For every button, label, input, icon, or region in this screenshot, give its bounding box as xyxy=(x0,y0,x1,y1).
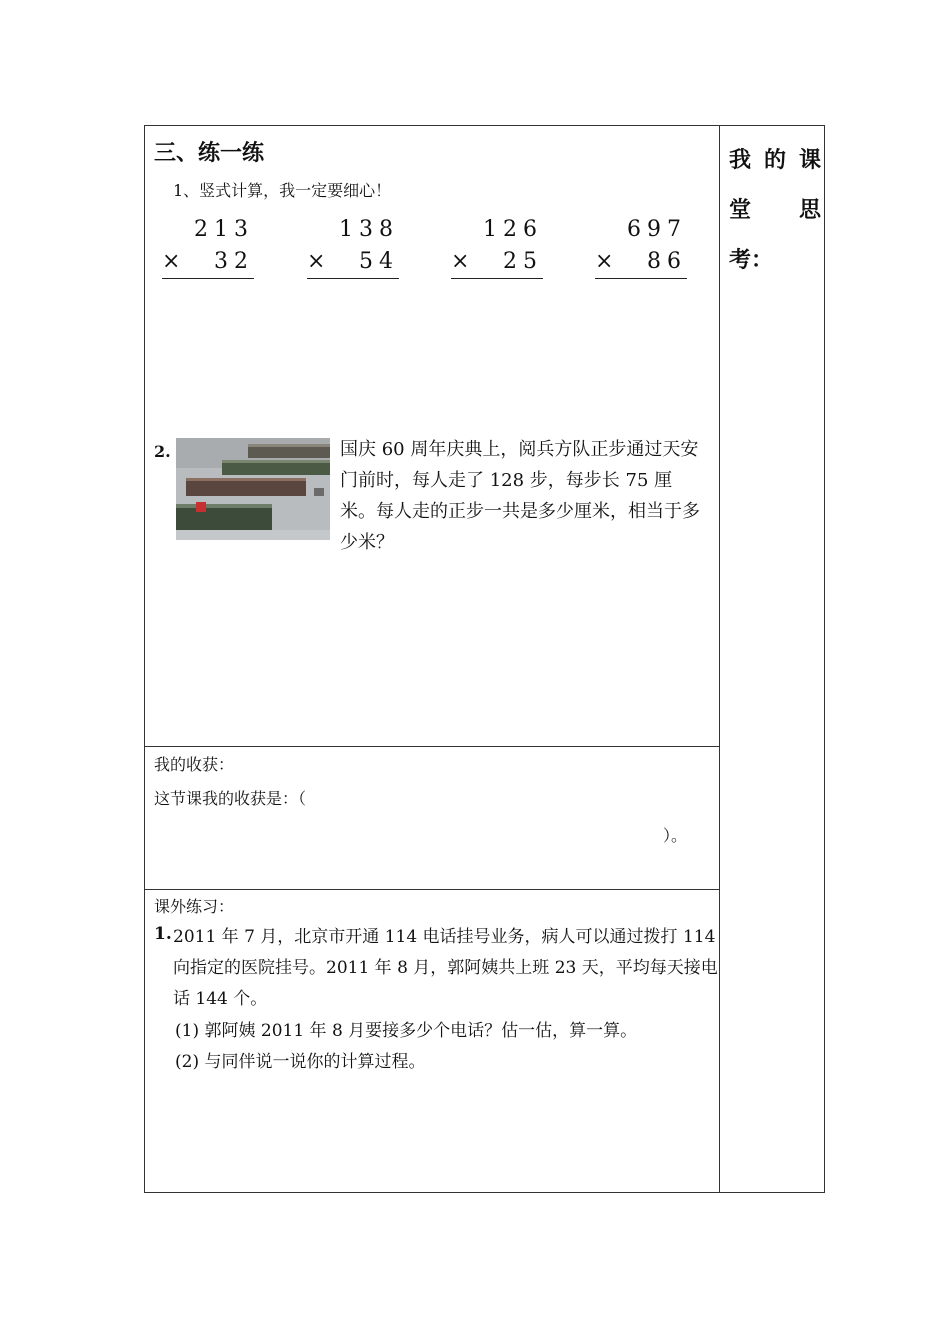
reflection-char: 课 xyxy=(798,148,821,173)
reflection-char: 我 xyxy=(729,148,752,173)
harvest-title: 我的收获： xyxy=(154,755,235,774)
calc-top: 126 xyxy=(483,217,543,242)
reflection-char: 堂 xyxy=(729,198,752,223)
calc-multiplier: 86 xyxy=(647,249,687,274)
row-divider-harvest xyxy=(145,746,719,747)
extra-question-number: 1. xyxy=(154,924,172,944)
multiply-sign: × xyxy=(595,249,614,274)
reflection-char: 的 xyxy=(763,148,786,173)
calc-multiplier: 25 xyxy=(503,249,543,274)
extra-title: 课外练习： xyxy=(154,897,235,916)
extra-subquestion-1: (1) 郭阿姨 2011 年 8 月要接多少个电话？估一估，算一算。 xyxy=(175,1021,638,1041)
calc-bottom-row xyxy=(451,246,543,279)
multiply-sign: × xyxy=(162,249,181,274)
calc-multiplier: 32 xyxy=(214,249,254,274)
multiply-sign: × xyxy=(307,249,326,274)
vertical-calc xyxy=(595,214,687,279)
calc-top: 697 xyxy=(627,217,687,242)
parade-photo xyxy=(176,438,330,540)
calc-instruction: 1、竖式计算，我一定要细心！ xyxy=(173,181,392,200)
calc-multiplier: 54 xyxy=(359,249,399,274)
multiply-sign: × xyxy=(451,249,470,274)
column-divider xyxy=(719,126,720,1192)
row-divider-extra xyxy=(145,889,719,890)
question-2-text: 国庆 60 周年庆典上，阅兵方队正步通过天安门前时，每人走了 128 步，每步长 75 厘米。每人走的正步一共是多少厘米，相当于多少米？ xyxy=(340,439,700,553)
calc-top: 213 xyxy=(194,217,254,242)
reflection-char: 考： xyxy=(729,248,774,273)
vertical-calc xyxy=(307,214,399,279)
reflection-heading xyxy=(729,136,821,286)
extra-subquestion-2: (2) 与同伴说一说你的计算过程。 xyxy=(175,1052,426,1072)
reflection-char: 思 xyxy=(798,198,821,223)
section-title: 三、练一练 xyxy=(154,141,265,166)
calc-bottom-row xyxy=(595,246,687,279)
calc-bottom-row xyxy=(307,246,399,279)
vertical-calc xyxy=(162,214,254,279)
vertical-calc xyxy=(451,214,543,279)
harvest-prompt: 这节课我的收获是：（ xyxy=(154,789,307,808)
extra-question-text: 2011 年 7 月，北京市开通 114 电话挂号业务，病人可以通过拨打 114 向指定的医院挂号。2011 年 8 月，郭阿姨共上班 23 天，平均每天接电话 144 个。 xyxy=(173,927,718,1009)
worksheet-table xyxy=(144,125,825,1193)
question-number: 2. xyxy=(154,442,171,461)
calc-top: 138 xyxy=(339,217,399,242)
calc-bottom-row xyxy=(162,246,254,279)
harvest-close-bracket: ）。 xyxy=(663,826,688,845)
